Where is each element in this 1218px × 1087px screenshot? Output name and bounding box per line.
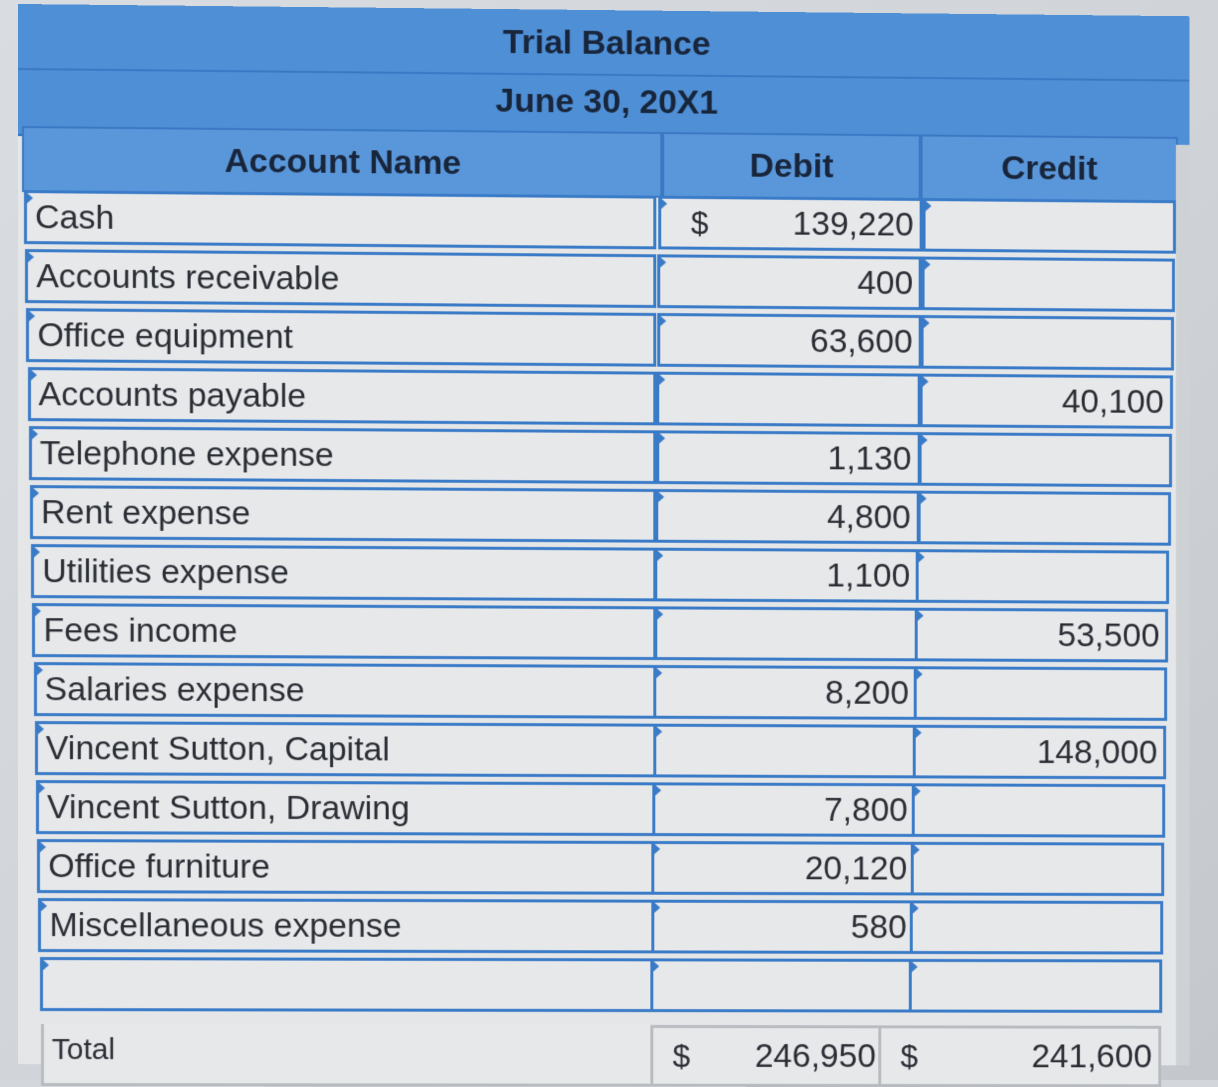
cell-marker-icon (25, 191, 33, 205)
debit-value: 139,220 (792, 204, 914, 244)
account-name-field[interactable] (25, 249, 656, 308)
cell-marker-icon (652, 959, 660, 973)
account-name-text: Utilities expense (42, 552, 290, 592)
cell-marker-icon (33, 604, 41, 618)
account-name-field[interactable] (29, 426, 656, 484)
debit-value: 20,120 (804, 849, 908, 888)
account-name-text: Vincent Sutton, Capital (45, 729, 390, 769)
account-name-text: Cash (34, 198, 115, 237)
account-name-field[interactable] (28, 367, 657, 425)
credit-field[interactable] (909, 959, 1162, 1013)
cell-marker-icon (37, 781, 45, 795)
header-credit: Credit (921, 134, 1178, 202)
cell-marker-icon (915, 667, 923, 681)
account-name-text: Rent expense (40, 493, 251, 533)
cell-marker-icon (652, 901, 660, 915)
cell-marker-icon (27, 309, 35, 323)
account-name-text: Office furniture (48, 847, 270, 886)
table-row (18, 249, 1190, 316)
total-debit-field (650, 1025, 885, 1087)
account-name-field[interactable] (40, 957, 657, 1012)
cell-marker-icon (917, 550, 925, 564)
debit-value: 63,600 (810, 322, 913, 361)
account-name-text: Vincent Sutton, Drawing (46, 788, 410, 828)
table-row (18, 898, 1190, 959)
cell-marker-icon (658, 314, 666, 328)
debit-field[interactable] (657, 313, 921, 369)
total-credit-currency-symbol: $ (900, 1038, 919, 1075)
cell-marker-icon (912, 843, 920, 857)
cell-marker-icon (922, 258, 930, 272)
credit-field[interactable] (910, 900, 1163, 954)
credit-field[interactable] (917, 491, 1170, 546)
total-credit-field (878, 1025, 1161, 1087)
total-debit-value: 246,950 (754, 1037, 876, 1075)
debit-field[interactable] (651, 958, 915, 1012)
debit-field[interactable] (656, 430, 920, 485)
table-row (18, 839, 1190, 900)
cell-marker-icon (914, 726, 922, 740)
debit-field[interactable] (654, 665, 918, 720)
total-label-cell (41, 1024, 656, 1087)
credit-field[interactable] (922, 257, 1175, 313)
cell-marker-icon (920, 375, 928, 389)
credit-field[interactable] (914, 666, 1167, 721)
account-name-text: Fees income (43, 611, 238, 651)
credit-value: 148,000 (1036, 733, 1158, 772)
cell-marker-icon (918, 492, 926, 506)
debit-value: 4,800 (826, 498, 911, 537)
credit-field[interactable] (911, 842, 1164, 896)
cell-marker-icon (36, 722, 44, 736)
credit-value: 53,500 (1057, 616, 1160, 655)
cell-marker-icon (657, 431, 665, 445)
cell-marker-icon (30, 427, 38, 441)
cell-marker-icon (39, 899, 47, 913)
cell-marker-icon (32, 545, 40, 559)
credit-field[interactable] (919, 374, 1172, 429)
debit-value: 8,200 (825, 673, 910, 712)
cell-marker-icon (916, 609, 924, 623)
table-row (18, 308, 1190, 375)
debit-value: 400 (857, 263, 914, 303)
header-debit: Debit (662, 132, 920, 200)
title-band (18, 4, 1190, 147)
account-name-field[interactable] (32, 603, 656, 660)
account-name-text: Telephone expense (39, 434, 334, 475)
account-name-field[interactable] (26, 308, 656, 367)
total-row (18, 1024, 1190, 1083)
table-row (18, 367, 1190, 433)
table-row (18, 485, 1190, 550)
cell-marker-icon (26, 250, 34, 264)
debit-field[interactable] (654, 606, 918, 661)
table-row (18, 721, 1190, 783)
account-name-text: Accounts payable (38, 375, 307, 415)
debit-field[interactable] (655, 548, 919, 603)
cell-marker-icon (913, 784, 921, 798)
cell-marker-icon (921, 316, 929, 330)
cell-marker-icon (29, 368, 37, 382)
table-row (18, 780, 1190, 842)
debit-field[interactable] (658, 196, 922, 252)
account-name-field[interactable] (34, 662, 657, 719)
table-row (18, 426, 1190, 491)
debit-field[interactable] (651, 900, 915, 954)
sheet-edge (1176, 145, 1190, 1066)
header-account-name: Account Name (22, 126, 662, 198)
debit-value: 580 (850, 908, 907, 947)
cell-marker-icon (35, 663, 43, 677)
cell-marker-icon (654, 725, 662, 739)
credit-field[interactable] (915, 608, 1168, 663)
debit-field[interactable] (653, 724, 917, 779)
table-row (18, 544, 1190, 608)
debit-field[interactable] (655, 489, 919, 544)
cell-marker-icon (41, 958, 49, 972)
debit-field[interactable] (652, 782, 916, 837)
cell-marker-icon (919, 433, 927, 447)
account-name-text: Miscellaneous expense (49, 906, 402, 945)
cell-marker-icon (656, 549, 664, 563)
total-label: Total (51, 1033, 116, 1067)
account-name-field[interactable] (37, 839, 656, 895)
cell-marker-icon (654, 666, 662, 680)
debit-value: 7,800 (824, 790, 908, 829)
report-title-text: Trial Balance (502, 23, 711, 63)
credit-field[interactable] (916, 549, 1169, 604)
debit-field[interactable] (658, 254, 922, 310)
cell-marker-icon (656, 490, 664, 504)
account-name-text: Office equipment (37, 316, 294, 357)
total-debit-currency-symbol: $ (672, 1037, 691, 1074)
cell-marker-icon (657, 373, 665, 387)
debit-field[interactable] (656, 372, 920, 428)
cell-marker-icon (909, 960, 917, 974)
table-row (18, 957, 1190, 1017)
debit-value: 1,100 (826, 556, 911, 595)
total-credit-value: 241,600 (1031, 1037, 1153, 1076)
credit-field[interactable] (920, 315, 1173, 370)
cell-marker-icon (38, 840, 46, 854)
report-date-text: June 30, 20X1 (495, 81, 718, 122)
debit-field[interactable] (652, 841, 916, 895)
cell-marker-icon (659, 255, 667, 269)
cell-marker-icon (31, 486, 39, 500)
debit-currency-symbol: $ (690, 204, 709, 241)
credit-value: 40,100 (1061, 382, 1164, 421)
account-name-field[interactable] (38, 898, 656, 953)
table-row (18, 662, 1190, 725)
account-name-field[interactable] (36, 780, 656, 836)
debit-value: 1,130 (827, 439, 912, 478)
account-name-field[interactable] (24, 190, 656, 249)
credit-field[interactable] (923, 198, 1176, 254)
table-row (18, 603, 1190, 667)
account-name-field[interactable] (35, 721, 656, 777)
cell-marker-icon (659, 197, 667, 211)
credit-field[interactable] (913, 725, 1166, 780)
credit-field[interactable] (918, 432, 1171, 487)
trial-balance-worksheet (18, 4, 1190, 1076)
credit-field[interactable] (912, 783, 1165, 837)
cell-marker-icon (655, 607, 663, 621)
cell-marker-icon (911, 901, 919, 915)
cell-marker-icon (653, 842, 661, 856)
account-name-text: Accounts receivable (36, 257, 340, 298)
table-row (18, 190, 1190, 258)
cell-marker-icon (924, 199, 932, 213)
cell-marker-icon (653, 783, 661, 797)
account-name-text: Salaries expense (44, 670, 305, 710)
account-name-field[interactable] (31, 544, 656, 601)
account-name-field[interactable] (30, 485, 656, 543)
